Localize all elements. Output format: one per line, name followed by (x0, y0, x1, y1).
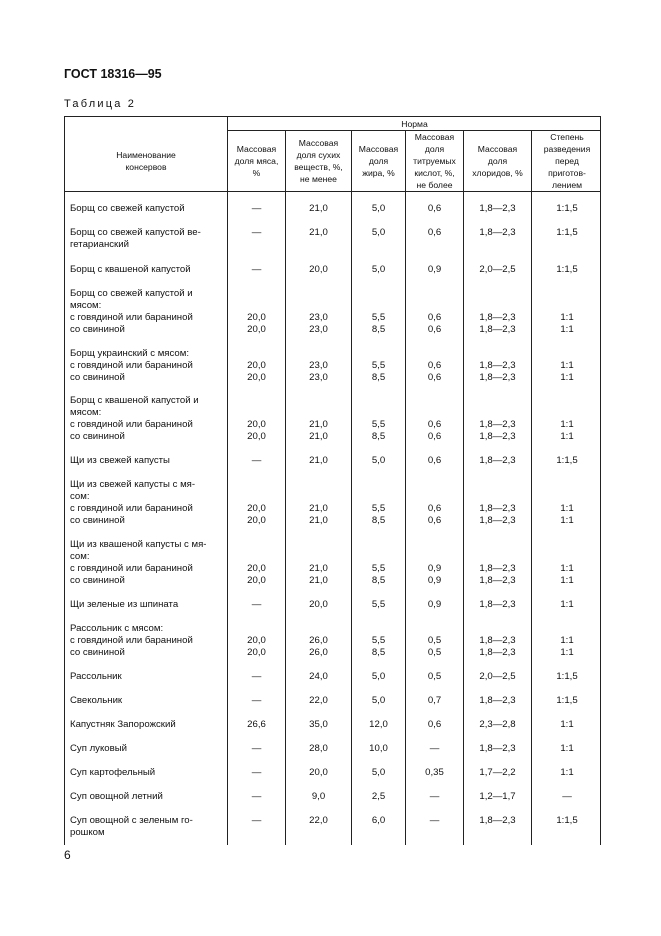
cell-acid: 0,6 (427, 203, 442, 214)
cell-acid: 0,6 0,6 (427, 419, 442, 442)
header-dilution: Степень разведения перед приготов- лением (543, 132, 591, 190)
cell-acid: 0,9 (427, 264, 442, 275)
row-name: Суп овощной с зеленым го- рошком (70, 815, 193, 838)
cell-acid: 0,9 (427, 599, 442, 610)
cell-chloride: 1,8—2,3 (479, 743, 516, 754)
cell-acid: 0,6 0,6 (427, 360, 442, 383)
cell-fat: 5,5 8,5 (371, 312, 386, 335)
cell-acid: 0,35 (425, 767, 444, 778)
header-meat: Массовая доля мяса, % (234, 144, 279, 178)
cell-dry: 20,0 (309, 599, 328, 610)
cell-fat: 5,5 8,5 (371, 635, 386, 658)
cell-dry: 26,0 26,0 (309, 635, 328, 658)
row-name: Борщ украинский с мясом: с говядиной или бараниной со свининой (70, 348, 193, 383)
cell-dry: 23,0 23,0 (309, 360, 328, 383)
page-number: 6 (64, 848, 71, 862)
cell-chloride: 1,2—1,7 (479, 791, 516, 802)
cell-dry: 21,0 (309, 203, 328, 214)
cell-dilution: 1:1,5 (556, 455, 578, 466)
row-name: Капустняк Запорожский (70, 719, 176, 730)
cell-fat: 5,5 8,5 (371, 360, 386, 383)
cell-fat: 6,0 (371, 815, 386, 826)
cell-acid: — (429, 743, 440, 754)
cell-meat: 20,0 20,0 (247, 360, 266, 383)
cell-meat: 26,6 (247, 719, 266, 730)
cell-acid: 0,6 (427, 719, 442, 730)
cell-dilution: 1:1,5 (556, 695, 578, 706)
cell-dry: 24,0 (309, 671, 328, 682)
cell-acid: 0,5 0,5 (427, 635, 442, 658)
cell-dilution: 1:1,5 (556, 203, 578, 214)
cell-chloride: 1,8—2,3 (479, 695, 516, 706)
cell-chloride: 2,0—2,5 (479, 671, 516, 682)
cell-dry: 20,0 (309, 767, 328, 778)
cell-acid: 0,6 0,6 (427, 312, 442, 335)
cell-meat: — (251, 455, 262, 466)
header-name: Наименование консервов (116, 149, 176, 172)
cell-meat: — (251, 671, 262, 682)
row-name: Борщ со свежей капустой (70, 203, 185, 214)
cell-chloride: 1,8—2,3 (479, 815, 516, 826)
header-dry: Массовая доля сухих веществ, %, не менее (294, 138, 343, 184)
cell-fat: 5,0 (371, 455, 386, 466)
cell-fat: 12,0 (369, 719, 388, 730)
row-name: Борщ со свежей капустой ве- гетарианский (70, 227, 201, 250)
cell-dry: 21,0 21,0 (309, 563, 328, 586)
cell-fat: 5,0 (371, 767, 386, 778)
cell-chloride: 2,0—2,5 (479, 264, 516, 275)
cell-fat: 5,0 (371, 203, 386, 214)
cell-dilution: 1:1 1:1 (560, 312, 574, 335)
cell-dilution: 1:1 1:1 (560, 635, 574, 658)
cell-acid: — (429, 815, 440, 826)
cell-dry: 9,0 (311, 791, 326, 802)
row-name: Суп картофельный (70, 767, 156, 778)
cell-fat: 5,5 8,5 (371, 563, 386, 586)
row-name: Щи зеленые из шпината (70, 599, 179, 610)
cell-dry: 22,0 (309, 695, 328, 706)
cell-chloride: 1,8—2,3 1,8—2,3 (479, 312, 516, 335)
cell-chloride: 1,7—2,2 (479, 767, 516, 778)
header-chloride: Массовая доля хлоридов, % (472, 144, 523, 178)
cell-meat: — (251, 743, 262, 754)
header-acid: Массовая доля титруемых кислот, %, не более (413, 132, 456, 190)
cell-fat: 5,5 (371, 599, 386, 610)
cell-acid: 0,9 0,9 (427, 563, 442, 586)
cell-dilution: 1:1,5 (556, 264, 578, 275)
cell-chloride: 1,8—2,3 1,8—2,3 (479, 419, 516, 442)
cell-meat: — (251, 791, 262, 802)
cell-dilution: 1:1 (560, 599, 574, 610)
cell-dilution: 1:1 (560, 743, 574, 754)
row-name: Суп луковый (70, 743, 127, 754)
cell-chloride: 1,8—2,3 1,8—2,3 (479, 360, 516, 383)
cell-dilution: 1:1,5 (556, 671, 578, 682)
cell-dry: 20,0 (309, 264, 328, 275)
row-name: Щи из квашеной капусты с мя- сом: с говядиной или бараниной со свининой (70, 539, 207, 586)
cell-fat: 5,5 8,5 (371, 419, 386, 442)
row-name: Борщ со свежей капустой и мясом: с говядиной или бараниной со свининой (70, 288, 193, 335)
cell-acid: 0,5 (427, 671, 442, 682)
cell-fat: 5,0 (371, 671, 386, 682)
cell-chloride: 1,8—2,3 1,8—2,3 (479, 563, 516, 586)
cell-dilution: — (562, 791, 572, 802)
cell-acid: 0,6 (427, 227, 442, 238)
cell-dilution: 1:1 1:1 (560, 419, 574, 442)
row-name: Борщ с квашеной капустой (70, 264, 191, 275)
row-name: Суп овощной летний (70, 791, 163, 802)
cell-dry: 21,0 21,0 (309, 503, 328, 526)
cell-meat: — (251, 227, 262, 238)
cell-fat: 5,5 8,5 (371, 503, 386, 526)
data-table (64, 116, 601, 845)
cell-meat: 20,0 20,0 (247, 563, 266, 586)
cell-meat: 20,0 20,0 (247, 312, 266, 335)
cell-meat: 20,0 20,0 (247, 419, 266, 442)
header-group-norm: Норма (401, 118, 428, 129)
cell-fat: 2,5 (371, 791, 386, 802)
cell-dry: 21,0 (309, 227, 328, 238)
cell-meat: 20,0 20,0 (247, 635, 266, 658)
cell-meat: — (251, 695, 262, 706)
row-name: Щи из свежей капусты с мя- сом: с говядиной или бараниной со свининой (70, 479, 196, 526)
cell-meat: — (251, 264, 262, 275)
cell-chloride: 1,8—2,3 1,8—2,3 (479, 635, 516, 658)
cell-meat: — (251, 767, 262, 778)
cell-fat: 5,0 (371, 227, 386, 238)
cell-chloride: 1,8—2,3 (479, 203, 516, 214)
cell-dry: 22,0 (309, 815, 328, 826)
row-name: Борщ с квашеной капустой и мясом: с говядиной или бараниной со свининой (70, 395, 199, 442)
cell-dilution: 1:1,5 (556, 227, 578, 238)
cell-acid: 0,6 (427, 455, 442, 466)
header-fat: Массовая доля жира, % (358, 144, 399, 178)
row-name: Свекольник (70, 695, 123, 706)
cell-chloride: 2,3—2,8 (479, 719, 516, 730)
cell-meat: — (251, 599, 262, 610)
cell-dilution: 1:1 1:1 (560, 360, 574, 383)
table-caption: Таблица 2 (64, 98, 137, 110)
cell-chloride: 1,8—2,3 (479, 455, 516, 466)
header-divider (65, 191, 600, 192)
cell-fat: 5,0 (371, 264, 386, 275)
cell-dilution: 1:1 1:1 (560, 503, 574, 526)
cell-dry: 28,0 (309, 743, 328, 754)
cell-dry: 21,0 21,0 (309, 419, 328, 442)
row-name: Рассольник с мясом: с говядиной или бараниной со свининой (70, 623, 193, 658)
cell-meat: — (251, 203, 262, 214)
cell-dry: 23,0 23,0 (309, 312, 328, 335)
cell-dilution: 1:1,5 (556, 815, 578, 826)
cell-chloride: 1,8—2,3 (479, 227, 516, 238)
document-header: ГОСТ 18316—95 (64, 67, 162, 81)
cell-meat: — (251, 815, 262, 826)
cell-chloride: 1,8—2,3 1,8—2,3 (479, 503, 516, 526)
cell-chloride: 1,8—2,3 (479, 599, 516, 610)
cell-dilution: 1:1 (560, 767, 574, 778)
cell-dilution: 1:1 (560, 719, 574, 730)
row-name: Щи из свежей капусты (70, 455, 170, 466)
cell-fat: 5,0 (371, 695, 386, 706)
cell-meat: 20,0 20,0 (247, 503, 266, 526)
cell-acid: 0,6 0,6 (427, 503, 442, 526)
cell-fat: 10,0 (369, 743, 388, 754)
cell-dry: 21,0 (309, 455, 328, 466)
row-name: Рассольник (70, 671, 122, 682)
cell-acid: — (429, 791, 440, 802)
cell-dry: 35,0 (309, 719, 328, 730)
cell-acid: 0,7 (427, 695, 442, 706)
cell-dilution: 1:1 1:1 (560, 563, 574, 586)
